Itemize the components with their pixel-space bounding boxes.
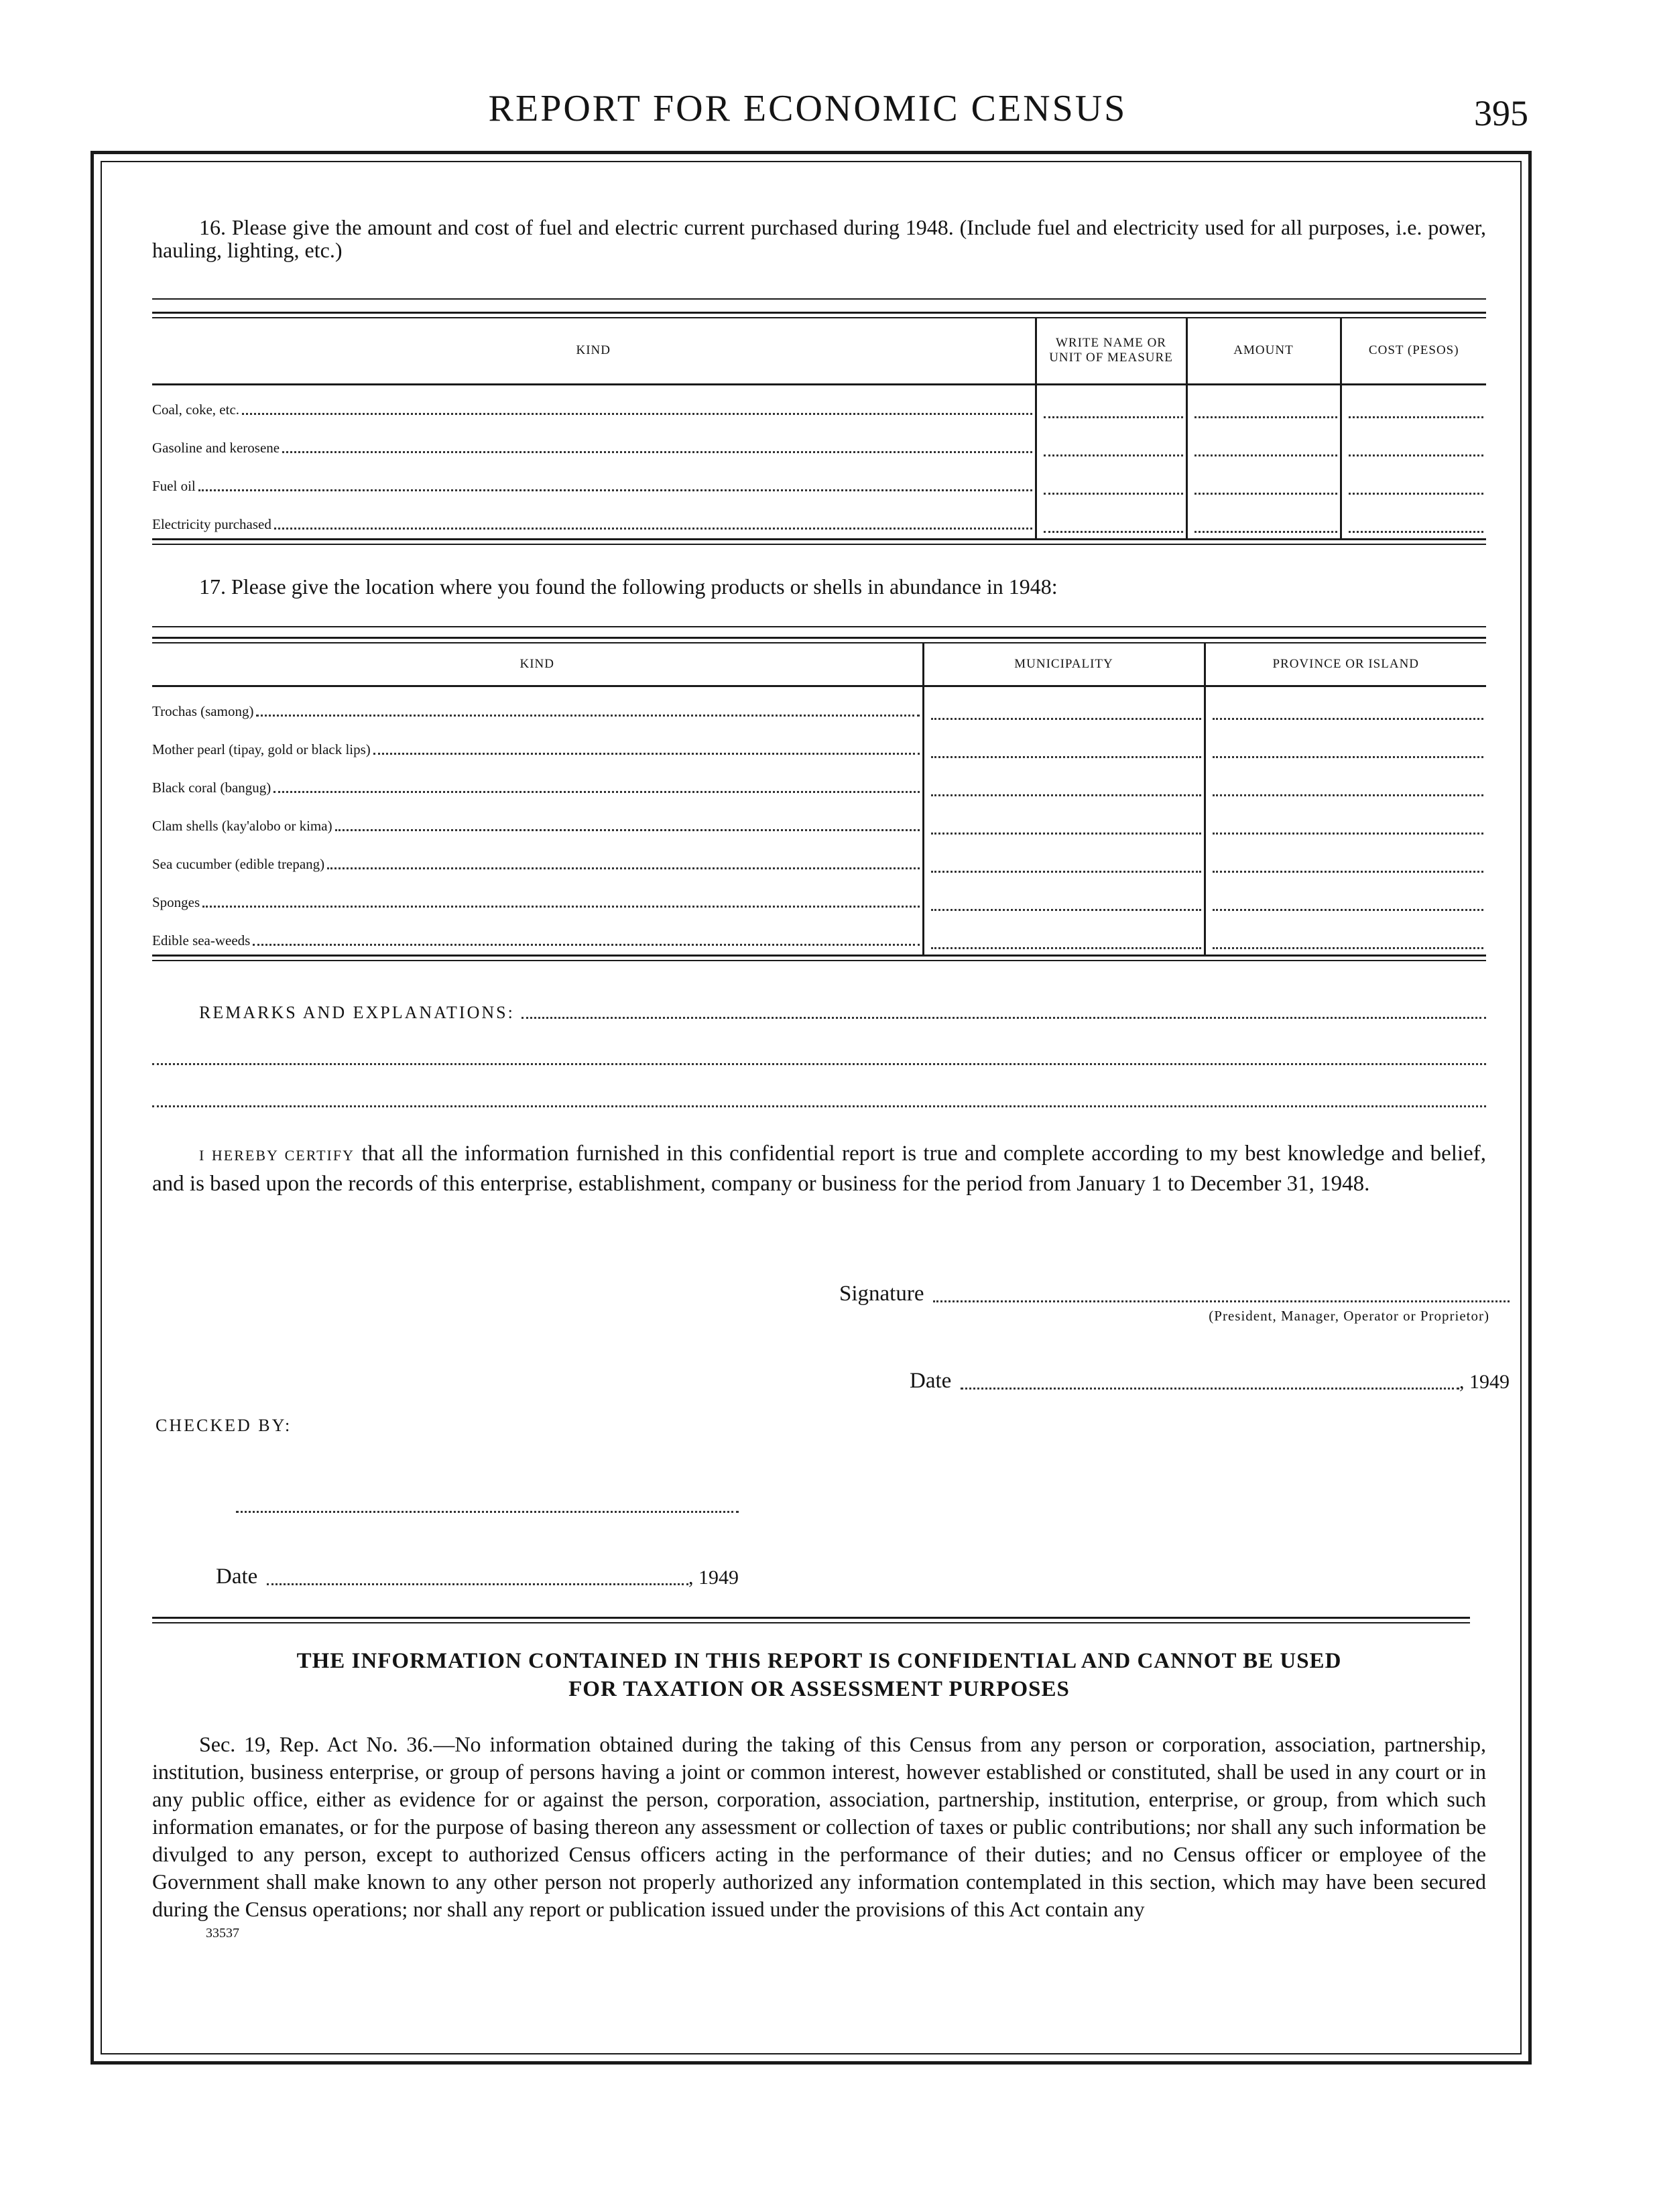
fuel-unit-field[interactable] bbox=[1044, 467, 1183, 495]
checked-by-block bbox=[156, 1416, 292, 1436]
product-row bbox=[152, 686, 1486, 726]
notice-line-1: THE INFORMATION CONTAINED IN THIS REPORT IS CONFIDENTIAL AND CANNOT BE USED bbox=[296, 1649, 1342, 1673]
fuel-col-unit: WRITE NAME OR UNIT OF MEASURE bbox=[1036, 318, 1186, 384]
product-row-label: Edible sea-weeds bbox=[152, 932, 251, 948]
notice-line-2: FOR TAXATION OR ASSESSMENT PURPOSES bbox=[568, 1677, 1070, 1701]
form-frame bbox=[90, 151, 1532, 2065]
fuel-cost-field[interactable] bbox=[1349, 467, 1484, 495]
legal-section-ref: Sec. 19, Rep. Act No. 36. bbox=[199, 1732, 434, 1756]
fuel-row-label: Gasoline and kerosene bbox=[152, 439, 280, 456]
checked-by-date-label: Date bbox=[216, 1564, 258, 1589]
question-16-text: Please give the amount and cost of fuel and electric current purchased during 1948. (Include fuel and electricity used for all purposes, i.e. power, hauling, lighting, etc.) bbox=[152, 215, 1487, 262]
checked-by-date-year: , 1949 bbox=[688, 1566, 739, 1589]
checked-by-date-block bbox=[216, 1564, 739, 1589]
fuel-row bbox=[152, 462, 1486, 500]
certification-text: that all the information furnished in this confidential report is true and complete according to my best knowledge and belief, and is based upon the records of this enterprise, establishment, company or business for the period from January 1 to December 31, 1948. bbox=[152, 1142, 1487, 1196]
question-17-number: 17. bbox=[199, 574, 226, 599]
municipality-field[interactable] bbox=[931, 692, 1201, 720]
municipality-field[interactable] bbox=[931, 731, 1201, 758]
municipality-field[interactable] bbox=[931, 922, 1201, 949]
form-inner-border bbox=[101, 161, 1522, 2054]
product-row-label: Trochas (samong) bbox=[152, 703, 254, 719]
signature-date-label: Date bbox=[910, 1369, 952, 1393]
fuel-unit-field[interactable] bbox=[1044, 429, 1183, 456]
fuel-row bbox=[152, 500, 1486, 538]
signature-field[interactable] bbox=[933, 1299, 1510, 1302]
product-row-label: Sea cucumber (edible trepang) bbox=[152, 856, 325, 872]
remarks-field-1[interactable] bbox=[522, 1016, 1486, 1019]
fuel-amount-field[interactable] bbox=[1194, 505, 1337, 533]
province-field[interactable] bbox=[1213, 807, 1484, 835]
signature-caption: (President, Manager, Operator or Proprietor) bbox=[1209, 1308, 1489, 1324]
product-row-label: Black coral (bangug) bbox=[152, 780, 271, 796]
checked-by-date-field[interactable] bbox=[267, 1582, 688, 1585]
checked-by-field[interactable] bbox=[236, 1510, 739, 1513]
legal-body: —No information obtained during the taking of this Census from any person or corporation, association, partnership, institution, business enterprise, or group of persons having a joint or common interest, however established or constituted, shall be used in any court or in any public office, either as evidence for or against the person, corporation, association, partnership, institution, enterprise, or group, from which such information emanates, or for the purpose of basing thereon any assessment or collection of taxes or public contributions; nor shall any such information be divulged to any person, except to authorized Census officers acting in the performance of their duties; and no Census officer or employee of the Government shall make known to any other person not properly authorized any information contemplated in this section, which may have been secured during the Census operations; nor shall any report or publication issued under the provisions of this Act contain any bbox=[152, 1732, 1487, 1921]
product-row bbox=[152, 840, 1486, 878]
fuel-col-kind: KIND bbox=[152, 318, 1036, 384]
fuel-row-label: Fuel oil bbox=[152, 477, 196, 494]
province-field[interactable] bbox=[1213, 731, 1484, 758]
product-row-label: Mother pearl (tipay, gold or black lips) bbox=[152, 741, 371, 757]
province-field[interactable] bbox=[1213, 922, 1484, 949]
signature-date-year: , 1949 bbox=[1459, 1371, 1510, 1393]
municipality-field[interactable] bbox=[931, 769, 1201, 796]
signature-label: Signature bbox=[839, 1282, 924, 1306]
remarks-label: REMARKS AND EXPLANATIONS: bbox=[199, 1003, 515, 1022]
municipality-field[interactable] bbox=[931, 883, 1201, 911]
province-field[interactable] bbox=[1213, 769, 1484, 796]
fuel-cost-field[interactable] bbox=[1349, 505, 1484, 533]
product-row bbox=[152, 802, 1486, 840]
signature-date-block bbox=[910, 1369, 1510, 1394]
fuel-row-label: Coal, coke, etc. bbox=[152, 401, 240, 418]
remarks-line bbox=[152, 1003, 1486, 1023]
certification-statement bbox=[152, 1140, 1486, 1198]
question-16-number: 16. bbox=[199, 215, 226, 239]
product-row bbox=[152, 725, 1486, 763]
fuel-cost-field[interactable] bbox=[1349, 391, 1484, 418]
products-col-municipality: MUNICIPALITY bbox=[923, 643, 1205, 686]
fuel-col-cost: COST (PESOS) bbox=[1341, 318, 1486, 384]
q17-bottom-rule bbox=[152, 955, 1486, 961]
q16-table-rule bbox=[152, 312, 1486, 318]
province-field[interactable] bbox=[1213, 692, 1484, 720]
products-col-kind: KIND bbox=[152, 643, 923, 686]
products-col-province: PROVINCE OR ISLAND bbox=[1205, 643, 1486, 686]
question-17 bbox=[152, 575, 1486, 598]
footer-code: 33537 bbox=[206, 1926, 239, 1941]
product-row-label: Clam shells (kay'alobo or kima) bbox=[152, 818, 332, 834]
fuel-unit-field[interactable] bbox=[1044, 391, 1183, 418]
fuel-amount-field[interactable] bbox=[1194, 429, 1337, 456]
fuel-amount-field[interactable] bbox=[1194, 467, 1337, 495]
fuel-unit-field[interactable] bbox=[1044, 505, 1183, 533]
fuel-row bbox=[152, 384, 1486, 424]
fuel-amount-field[interactable] bbox=[1194, 391, 1337, 418]
q16-bottom-rule bbox=[152, 538, 1486, 545]
municipality-field[interactable] bbox=[931, 845, 1201, 873]
product-row bbox=[152, 916, 1486, 955]
fuel-row-label: Electricity purchased bbox=[152, 515, 271, 532]
fuel-cost-field[interactable] bbox=[1349, 429, 1484, 456]
checked-by-line bbox=[236, 1510, 739, 1513]
certification-lead: I HEREBY CERTIFY bbox=[199, 1147, 355, 1164]
legal-text bbox=[152, 1731, 1486, 1923]
product-row-label: Sponges bbox=[152, 894, 200, 910]
page-number: 395 bbox=[1474, 93, 1528, 133]
page-header bbox=[87, 87, 1528, 147]
product-row bbox=[152, 763, 1486, 802]
question-17-text: Please give the location where you found the following products or shells in abundance in 1948: bbox=[231, 574, 1058, 599]
signature-block bbox=[839, 1282, 1510, 1325]
page-title: REPORT FOR ECONOMIC CENSUS bbox=[488, 88, 1127, 129]
q17-table-rule bbox=[152, 637, 1486, 643]
signature-date-field[interactable] bbox=[961, 1386, 1459, 1390]
form-content bbox=[152, 216, 1486, 1198]
products-table bbox=[152, 643, 1486, 955]
fuel-col-amount: AMOUNT bbox=[1186, 318, 1341, 384]
legal-section bbox=[152, 1731, 1486, 1941]
product-row bbox=[152, 878, 1486, 916]
question-16 bbox=[152, 216, 1486, 261]
municipality-field[interactable] bbox=[931, 807, 1201, 835]
province-field[interactable] bbox=[1213, 883, 1484, 911]
fuel-table bbox=[152, 318, 1486, 538]
province-field[interactable] bbox=[1213, 845, 1484, 873]
fuel-row bbox=[152, 424, 1486, 462]
notice-top-rule bbox=[152, 1617, 1470, 1623]
confidential-notice bbox=[152, 1647, 1486, 1703]
checked-by-label: CHECKED BY: bbox=[156, 1416, 292, 1435]
